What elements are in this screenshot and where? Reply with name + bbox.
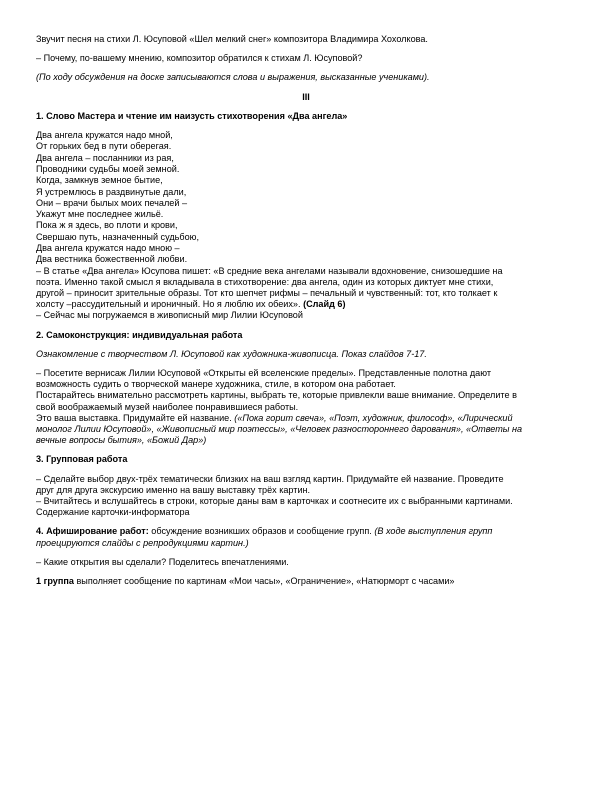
section-3-body (36, 474, 576, 519)
section-4-note: (В ходе выступления групп (374, 526, 493, 537)
article-quote (36, 266, 576, 322)
body-line: свой воображаемый музей наиболее понравившиеся работы. (36, 401, 299, 412)
group-1-paragraph (36, 576, 576, 587)
poem-line: Они – врачи былых моих печалей – (36, 197, 188, 208)
poem-line: Укажут мне последнее жильё. (36, 209, 164, 220)
poem-line: Два вестника божественной любви. (36, 254, 188, 265)
poem-line: Проводники судьбы моей земной. (36, 163, 180, 174)
closing-line: – Сейчас мы погружаемся в живописный мир Лилии Юсуповой (36, 310, 303, 321)
exhibit-text: Это ваша выставка. Придумайте ей название. (36, 412, 235, 423)
exhibit-examples: («Пока горит свеча», «Поэт, художник, философ», «Лирический (234, 412, 513, 423)
poem-line: Я устремлюсь в раздвинутые дали, (36, 186, 187, 197)
body-line: – Вчитайтесь и вслушайтесь в строки, которые даны вам в карточках и соотнесите их с выбранными картинами. (36, 496, 513, 507)
quote-line: другой – приносит зрительные образы. Тот кто шепчет рифмы – печальный и чувственный: тот, кто толкает к (36, 287, 498, 298)
slide-reference: (Слайд 6) (303, 299, 346, 310)
poem-two-angels (36, 130, 576, 266)
quote-line: поэта. Именно такой смысл я вкладывала в стихотворение: два ангела, один из которых диктует мне стихи, (36, 276, 494, 287)
quote-line: – В статье «Два ангела» Юсупова пишет: «В средние века ангелами называли вдохновение, снизошедшие на (36, 265, 503, 276)
body-line: возможность судить о творческой манере художника, стиле, в котором она работает. (36, 379, 396, 390)
body-line: друг для друга экскурсию именно на вашу выставку трёх картин. (36, 484, 311, 495)
poem-line: Два ангела кружатся надо мною – (36, 242, 180, 253)
section-3-heading: 3. Групповая работа (36, 454, 128, 465)
poem-line: Свершаю путь, назначенный судьбою, (36, 231, 199, 242)
group-label: 1 группа (36, 576, 74, 587)
poem-line: Пока ж я здесь, во плоти и крови, (36, 220, 178, 231)
body-line: Постарайтесь внимательно рассмотреть картины, выбрать те, которые привлекли ваше внимание. Определите в (36, 390, 517, 401)
poem-line: Два ангела кружатся надо мной, (36, 130, 173, 141)
section-1-heading: 1. Слово Мастера и чтение им наизусть стихотворения «Два ангела» (36, 110, 348, 121)
body-line: – Сделайте выбор двух-трёх тематически близких на ваш взгляд картин. Придумайте ей название. Проведите (36, 473, 504, 484)
section-4-text: обсуждение возникших образов и сообщение групп. (148, 526, 375, 537)
body-line: Содержание карточки-информатора (36, 507, 190, 518)
quote-line-last (36, 299, 576, 310)
intro-note: (По ходу обсуждения на доске записываются слова и выражения, высказанные учениками). (36, 72, 430, 83)
section-4-note-cont: проецируются слайды с репродукциями картин.) (36, 537, 249, 548)
section-4-heading: 4. Афиширование работ: (36, 526, 149, 537)
body-line: – Посетите вернисаж Лилии Юсуповой «Открыты ей вселенские пределы». Представленные полотна дают (36, 368, 491, 378)
intro-song-paragraph: Звучит песня на стихи Л. Юсуповой «Шел мелкий снег» композитора Владимира Хохолкова. (36, 34, 428, 44)
poem-line: Когда, замкнув земное бытие, (36, 175, 163, 186)
quote-text: холсту –рассудительный и ироничный. Но я люблю их обеих». (36, 299, 301, 310)
exhibit-examples-cont: монолог Лилии Юсуповой», «Живописный мир поэтессы», «Человек разностороннего дарования», «Ответы на (36, 424, 523, 435)
section-2-body (36, 368, 576, 446)
intro-question: – Почему, по-вашему мнению, композитор обратился к стихам Л. Юсуповой? (36, 53, 363, 64)
poem-line: От горьких бед в пути оберегая. (36, 141, 172, 152)
section-4-paragraph (36, 526, 576, 537)
exhibit-examples-end: вечные вопросы бытия», «Божий Дар») (36, 435, 207, 446)
section-numeral: III (302, 91, 310, 102)
group-text: выполняет сообщение по картинам «Мои часы», «Ограничение», «Натюрморт с часами» (73, 576, 455, 587)
discussion-question: – Какие открытия вы сделали? Поделитесь впечатлениями. (36, 556, 289, 567)
exhibit-line (36, 413, 576, 424)
section-2-heading: 2. Самоконструкция: индивидуальная работа (36, 329, 243, 340)
section-2-intro: Ознакомление с творчеством Л. Юсуповой как художника-живописца. Показ слайдов 7-17. (36, 348, 427, 359)
poem-line: Два ангела – посланники из рая, (36, 152, 174, 163)
document-page (36, 34, 576, 587)
